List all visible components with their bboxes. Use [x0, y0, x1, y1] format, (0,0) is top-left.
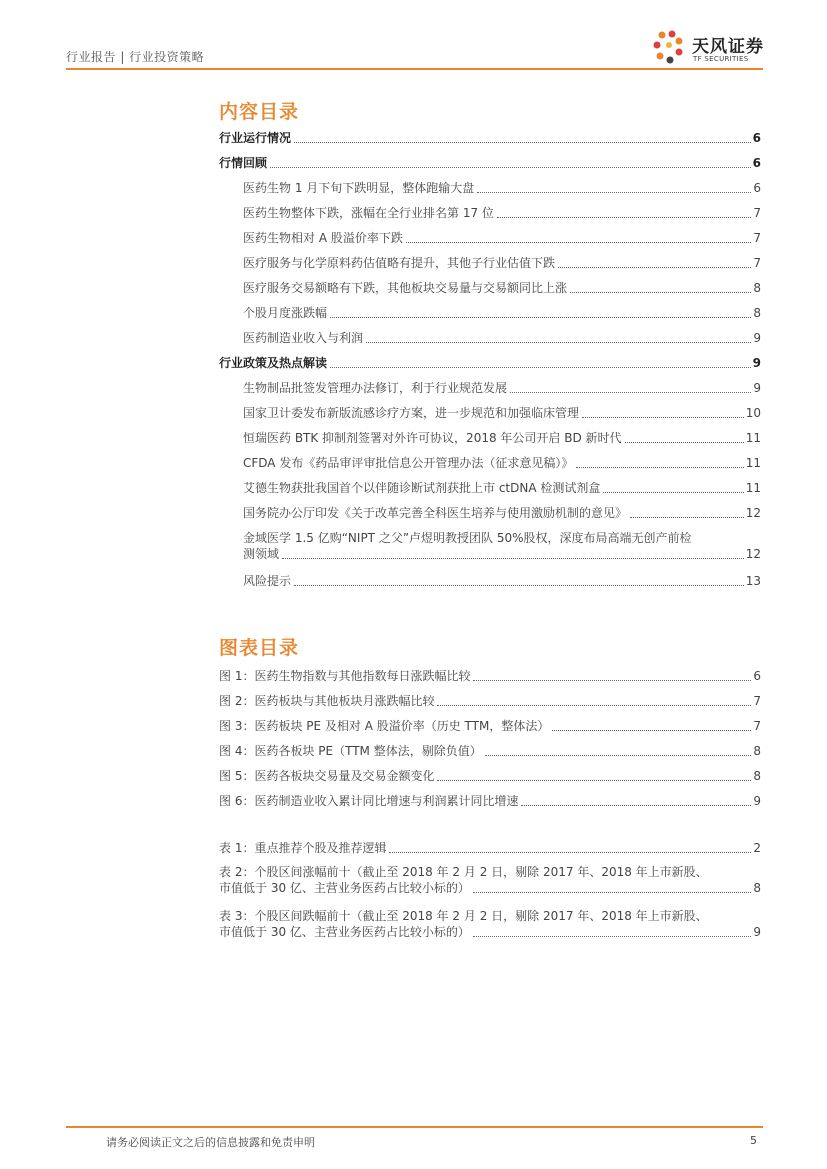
toc-entry[interactable]	[243, 330, 761, 346]
toc-entry[interactable]	[243, 280, 761, 296]
toc-entry-page: 6	[752, 156, 761, 170]
flower-logo-icon	[650, 28, 690, 68]
toc-entry-page: 9	[753, 381, 761, 395]
toc-entry[interactable]	[243, 430, 761, 446]
toc-entry-page: 11	[745, 456, 761, 470]
toc-entry-text: 生物制品批签发管理办法修订，利于行业规范发展	[243, 381, 508, 395]
table-entry[interactable]	[219, 908, 761, 940]
toc-entry[interactable]	[243, 405, 761, 421]
figure-entry-text: 图 6：医药制造业收入累计同比增速与利润累计同比增速	[219, 794, 519, 808]
figure-entry-page: 8	[753, 744, 761, 758]
figure-entry[interactable]	[219, 718, 761, 734]
table-entry-page: 9	[753, 925, 761, 939]
logo-name-cn: 天风证券	[692, 37, 764, 57]
footer-rule	[66, 1126, 763, 1128]
toc-entry-page: 7	[753, 231, 761, 245]
toc-entry[interactable]	[243, 455, 761, 471]
company-logo	[650, 28, 770, 68]
table-entry-page: 2	[753, 841, 761, 855]
toc-entry-text-line2: 测领域	[243, 547, 280, 561]
toc-entry[interactable]	[243, 530, 761, 562]
toc-entry-text: 个股月度涨跌幅	[243, 306, 328, 320]
toc-entry-page: 11	[745, 481, 761, 495]
toc-entry-page: 10	[745, 406, 761, 420]
toc-entry-page: 12	[745, 506, 761, 520]
toc-entry-page: 13	[745, 574, 761, 588]
toc-entry-text: 行情回顾	[219, 156, 268, 170]
table-entry-text-line1: 表 2：个股区间涨幅前十（截止至 2018 年 2 月 2 日，剔除 2017 年、2018 年上市新股、	[219, 865, 708, 879]
header-rule	[66, 68, 763, 70]
figure-entry[interactable]	[219, 668, 761, 684]
toc-entry[interactable]	[243, 480, 761, 496]
toc-entry-text: 医药生物相对 A 股溢价率下跌	[243, 231, 403, 245]
toc-entry[interactable]	[243, 180, 761, 196]
toc-entry[interactable]	[243, 380, 761, 396]
figure-entry[interactable]	[219, 693, 761, 709]
figure-entry-page: 9	[753, 794, 761, 808]
figure-entry-text: 图 1：医药生物指数与其他指数每日涨跌幅比较	[219, 669, 471, 683]
toc-entry-text: 恒瑞医药 BTK 抑制剂签署对外许可协议，2018 年公司开启 BD 新时代	[243, 431, 622, 445]
toc-entry[interactable]	[243, 255, 761, 271]
footer-disclaimer: 请务必阅读正文之后的信息披露和免责申明	[106, 1136, 315, 1149]
toc-entry-page: 9	[753, 331, 761, 345]
figure-entry-text: 图 2：医药板块与其他板块月涨跌幅比较	[219, 694, 435, 708]
toc-entry[interactable]	[243, 505, 761, 521]
toc-entry-text: 国务院办公厅印发《关于改革完善全科医生培养与使用激励机制的意见》	[243, 506, 628, 520]
toc-entry-text: 医药生物 1 月下旬下跌明显，整体跑输大盘	[243, 181, 475, 195]
toc-entry-text: 医疗服务交易额略有下跌，其他板块交易量与交易额同比上涨	[243, 281, 568, 295]
table-entry-text-line2: 市值低于 30 亿、主营业务医药占比较小标的）	[219, 881, 470, 895]
toc-entry[interactable]	[243, 573, 761, 589]
toc-entry-page: 9	[752, 356, 761, 370]
toc-entry-page: 8	[753, 306, 761, 320]
toc-entry-page: 12	[745, 547, 761, 561]
contents-title: 内容目录	[219, 101, 300, 123]
figure-entry-text: 图 4：医药各板块 PE（TTM 整体法，剔除负值）	[219, 744, 482, 758]
toc-entry-text: 艾德生物获批我国首个以伴随诊断试剂获批上市 ctDNA 检测试剂盒	[243, 481, 601, 495]
figure-entry[interactable]	[219, 793, 761, 809]
figures-title: 图表目录	[219, 637, 300, 659]
figure-entry-text: 图 3：医药板块 PE 及相对 A 股溢价率（历史 TTM，整体法）	[219, 719, 550, 733]
figure-entry-text: 图 5：医药各板块交易量及交易金额变化	[219, 769, 435, 783]
figure-entry-page: 7	[753, 694, 761, 708]
table-entry[interactable]	[219, 840, 761, 856]
table-entry-text-line2: 市值低于 30 亿、主营业务医药占比较小标的）	[219, 925, 470, 939]
toc-entry-page: 6	[752, 131, 761, 145]
figure-entry-page: 7	[753, 719, 761, 733]
toc-entry-text: CFDA 发布《药品审评审批信息公开管理办法（征求意见稿）》	[243, 456, 574, 470]
figure-entry[interactable]	[219, 768, 761, 784]
toc-entry-text-line1: 金域医学 1.5 亿购“NIPT 之父”卢煜明教授团队 50%股权，深度布局高端无创产前检	[243, 531, 692, 545]
toc-entry-page: 7	[753, 206, 761, 220]
toc-entry-text: 医药制造业收入与利润	[243, 331, 364, 345]
toc-entry[interactable]	[243, 205, 761, 221]
table-entry-text: 表 1：重点推荐个股及推荐逻辑	[219, 841, 387, 855]
toc-entry[interactable]	[219, 355, 761, 371]
table-entry-page: 8	[753, 881, 761, 895]
toc-entry-text: 风险提示	[243, 574, 292, 588]
figure-entry-page: 6	[753, 669, 761, 683]
figure-entry-page: 8	[753, 769, 761, 783]
toc-entry[interactable]	[219, 130, 761, 146]
toc-entry-page: 11	[745, 431, 761, 445]
toc-entry-page: 8	[753, 281, 761, 295]
toc-entry-text: 医药生物整体下跌，涨幅在全行业排名第 17 位	[243, 206, 494, 220]
table-entry[interactable]	[219, 864, 761, 896]
page-number: 5	[750, 1134, 757, 1147]
toc-entry[interactable]	[219, 155, 761, 171]
toc-entry-text: 行业政策及热点解读	[219, 356, 328, 370]
toc-entry-page: 7	[753, 256, 761, 270]
toc-entry-text: 医疗服务与化学原料药估值略有提升，其他子行业估值下跌	[243, 256, 556, 270]
toc-entry-page: 6	[753, 181, 761, 195]
figure-entry[interactable]	[219, 743, 761, 759]
table-entry-text-line1: 表 3：个股区间跌幅前十（截止至 2018 年 2 月 2 日，剔除 2017 年、2018 年上市新股、	[219, 909, 708, 923]
toc-entry[interactable]	[243, 305, 761, 321]
toc-entry[interactable]	[243, 230, 761, 246]
toc-entry-text: 国家卫计委发布新版流感诊疗方案，进一步规范和加强临床管理	[243, 406, 580, 420]
logo-name-en: TF SECURITIES	[693, 55, 749, 63]
toc-entry-text: 行业运行情况	[219, 131, 292, 145]
header-title: 行业报告 | 行业投资策略	[66, 50, 205, 64]
